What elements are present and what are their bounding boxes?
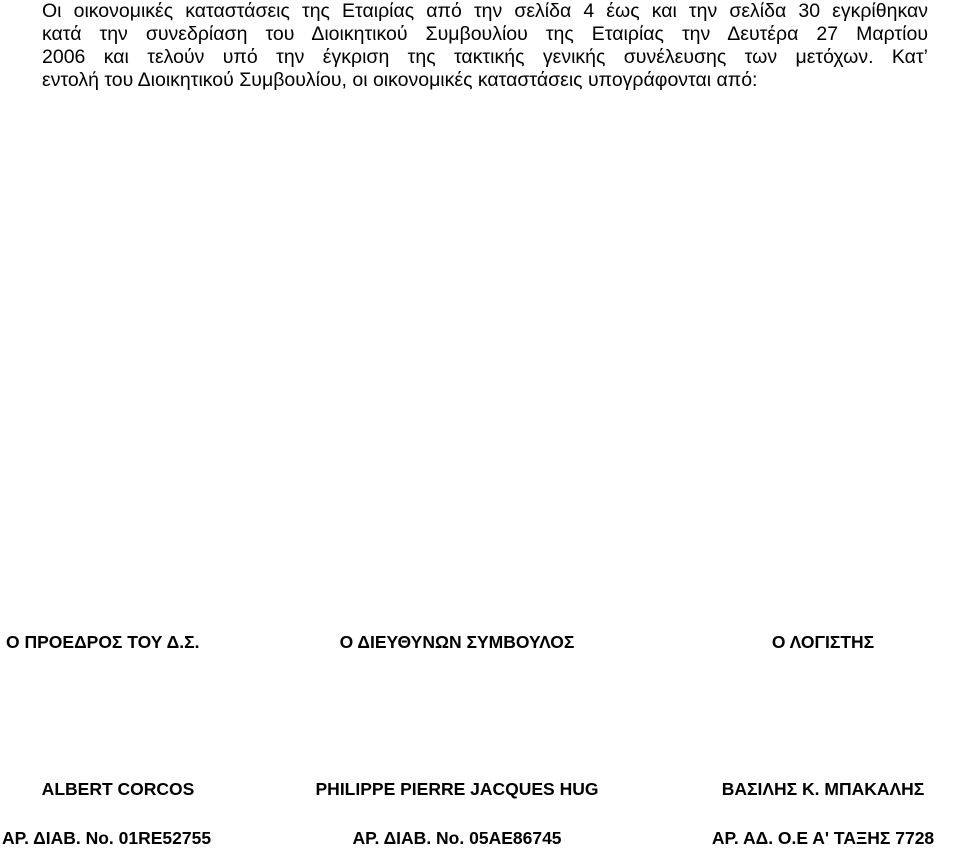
- paragraph-line: 2006 και τελούν υπό την έγκριση της τακτικής γενικής συνέλευσης των μετόχων. Κατ’: [42, 46, 928, 68]
- signatory-name-accountant: ΒΑΣΙΛΗΣ Κ. ΜΠΑΚΑΛΗΣ: [721, 779, 925, 799]
- paragraph-line: κατά την συνεδρίαση του Διοικητικού Συμβουλίου της Εταιρίας την Δευτέρα 27 Μαρτίου: [42, 23, 928, 45]
- signatory-name-chairman: ALBERT CORCOS: [41, 779, 195, 799]
- signatory-id-ceo: ΑΡ. ΔΙΑΒ. No. 05AE86745: [352, 828, 562, 848]
- signatory-name-ceo: PHILIPPE PIERRE JACQUES HUG: [315, 779, 599, 799]
- paragraph-line: εντολή του Διοικητικού Συμβουλίου, οι οικονομικές καταστάσεις υπογράφονται από:: [42, 69, 758, 91]
- signatory-title-accountant: Ο ΛΟΓΙΣΤΗΣ: [771, 632, 875, 652]
- approval-paragraph: [42, 0, 928, 92]
- signatory-title-ceo: Ο ΔΙΕΥΘΥΝΩΝ ΣΥΜΒΟΥΛΟΣ: [339, 632, 575, 652]
- signatory-id-chairman: ΑΡ. ΔΙΑΒ. No. 01RE52755: [2, 828, 212, 848]
- signatory-title-chairman: Ο ΠΡΟΕΔΡΟΣ ΤΟΥ Δ.Σ.: [6, 632, 200, 652]
- paragraph-line: Οι οικονομικές καταστάσεις της Εταιρίας από την σελίδα 4 έως και την σελίδα 30 εγκρίθηκαν: [42, 0, 928, 22]
- signatory-id-accountant: ΑΡ. ΑΔ. Ο.Ε Α' ΤΑΞΗΣ 7728: [711, 828, 935, 848]
